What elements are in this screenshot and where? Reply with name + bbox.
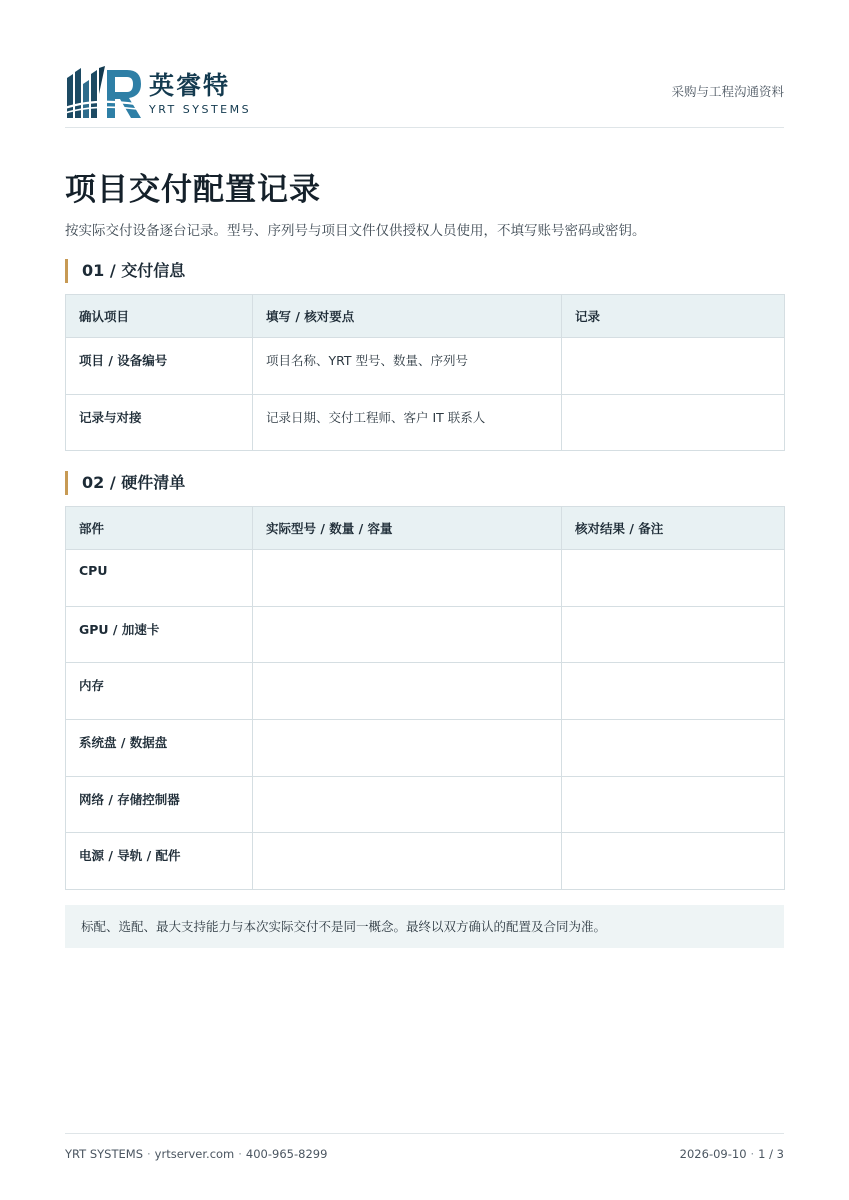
column-header: 确认项目 xyxy=(66,295,253,338)
table-row xyxy=(66,550,785,607)
table-row xyxy=(66,394,785,451)
delivery-info-table xyxy=(65,294,785,451)
row-label: 项目 / 设备编号 xyxy=(66,338,253,395)
spec-cell[interactable] xyxy=(253,606,562,663)
table-header-row xyxy=(66,507,785,550)
page-footer xyxy=(65,1133,784,1161)
column-header: 核对结果 / 备注 xyxy=(562,507,785,550)
brand-name-en: YRT SYSTEMS xyxy=(149,103,252,116)
separator-dot: · xyxy=(238,1147,242,1161)
result-cell[interactable] xyxy=(562,550,785,607)
row-points: 项目名称、YRT 型号、数量、序列号 xyxy=(253,338,562,395)
part-label: 系统盘 / 数据盘 xyxy=(66,720,253,777)
table-header-row xyxy=(66,295,785,338)
table-row xyxy=(66,606,785,663)
spec-cell[interactable] xyxy=(253,720,562,777)
column-header: 填写 / 核对要点 xyxy=(253,295,562,338)
table-row xyxy=(66,833,785,890)
document-page xyxy=(65,0,784,1200)
table-row xyxy=(66,663,785,720)
column-header: 记录 xyxy=(562,295,785,338)
footer-phone: 400-965-8299 xyxy=(245,1147,328,1161)
footer-meta xyxy=(680,1147,784,1161)
section-heading-delivery-info: 01 / 交付信息 xyxy=(65,259,185,283)
section-heading-hardware-list: 02 / 硬件清单 xyxy=(65,471,185,495)
result-cell[interactable] xyxy=(562,720,785,777)
intro-text: 按实际交付设备逐台记录。型号、序列号与项目文件仅供授权人员使用，不填写账号密码或密钥。 xyxy=(65,223,646,239)
result-cell[interactable] xyxy=(562,606,785,663)
footer-date: 2026-09-10 xyxy=(679,1147,747,1161)
column-header: 实际型号 / 数量 / 容量 xyxy=(253,507,562,550)
page-number: 1 / 3 xyxy=(758,1147,784,1161)
separator-dot: · xyxy=(750,1147,755,1161)
note-box: 标配、选配、最大支持能力与本次实际交付不是同一概念。最终以双方确认的配置及合同为准。 xyxy=(65,905,784,948)
footer-contact xyxy=(65,1147,327,1161)
part-label: 网络 / 存储控制器 xyxy=(66,776,253,833)
part-label: 内存 xyxy=(66,663,253,720)
row-label: 记录与对接 xyxy=(66,394,253,451)
spec-cell[interactable] xyxy=(253,663,562,720)
spec-cell[interactable] xyxy=(253,776,562,833)
column-header: 部件 xyxy=(66,507,253,550)
record-cell[interactable] xyxy=(562,394,785,451)
footer-company: YRT SYSTEMS xyxy=(65,1147,143,1161)
separator-dot: · xyxy=(147,1147,151,1161)
part-label: 电源 / 导轨 / 配件 xyxy=(66,833,253,890)
table-row xyxy=(66,338,785,395)
table-row xyxy=(66,720,785,777)
document-category: 采购与工程沟通资料 xyxy=(671,84,784,99)
page-title: 项目交付配置记录 xyxy=(65,172,321,208)
part-label: GPU / 加速卡 xyxy=(66,606,253,663)
row-points: 记录日期、交付工程师、客户 IT 联系人 xyxy=(253,394,562,451)
table-row xyxy=(66,776,785,833)
footer-website[interactable]: yrtserver.com xyxy=(154,1147,235,1161)
brand-name-cn: 英睿特 xyxy=(149,71,231,100)
page-header xyxy=(65,62,784,128)
hardware-list-table xyxy=(65,506,785,890)
spec-cell[interactable] xyxy=(253,833,562,890)
company-logo xyxy=(65,64,251,120)
part-label: CPU xyxy=(66,550,253,607)
result-cell[interactable] xyxy=(562,663,785,720)
result-cell[interactable] xyxy=(562,776,785,833)
yrt-logo-icon xyxy=(65,64,143,120)
record-cell[interactable] xyxy=(562,338,785,395)
spec-cell[interactable] xyxy=(253,550,562,607)
result-cell[interactable] xyxy=(562,833,785,890)
